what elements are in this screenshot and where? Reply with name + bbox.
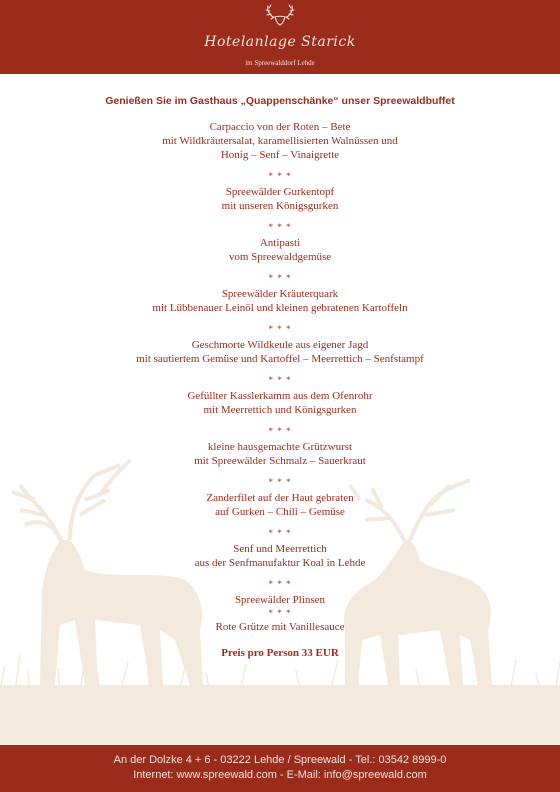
course-line: Spreewälder Kräuterquark xyxy=(221,288,339,300)
menu-course xyxy=(0,185,560,213)
course-line: mit sautiertem Gemüse und Kartoffel – Meerrettich – Senfstampf xyxy=(136,353,424,365)
menu-heading: Genießen Sie im Gasthaus „Quappenschänke“ unser Spreewaldbuffet xyxy=(105,95,455,107)
course-line: Spreewälder Gurkentopf xyxy=(225,186,335,198)
course-line: Spreewälder Plinsen xyxy=(234,594,326,606)
brand-name: Hotelanlage Starick xyxy=(204,34,356,50)
course-line: Rote Grütze mit Vanillesauce xyxy=(215,621,345,633)
course-line: Zanderfilet auf der Haut gebraten xyxy=(206,492,354,504)
footer-contact: Internet: www.spreewald.com - E-Mail: info@spreewald.com xyxy=(133,769,427,781)
course-line: mit Meerrettich und Königsgurken xyxy=(203,404,357,416)
footer-bar xyxy=(0,745,560,792)
course-line: kleine hausgemachte Grützwurst xyxy=(207,441,353,453)
price-per-person: Preis pro Person 33 EUR xyxy=(221,647,339,659)
course-separator: * * * xyxy=(268,324,292,334)
course-line: mit Wildkräutersalat, karamellisierten Walnüssen und xyxy=(162,135,398,147)
course-separator: * * * xyxy=(268,608,292,618)
course-line: Carpaccio von der Roten – Bete xyxy=(209,121,351,133)
course-line: auf Gurken – Chili – Gemüse xyxy=(215,506,345,518)
course-separator: * * * xyxy=(268,171,292,181)
menu-course xyxy=(0,491,560,519)
course-line: Gefüllter Kasslerkamm aus dem Ofenrohr xyxy=(187,390,373,402)
menu-course xyxy=(0,620,560,634)
course-separator: * * * xyxy=(268,528,292,538)
course-separator: * * * xyxy=(268,579,292,589)
menu-content xyxy=(0,95,560,659)
course-line: mit unseren Königsgurken xyxy=(221,200,339,212)
menu-course xyxy=(0,338,560,366)
course-line: mit Spreewälder Schmalz – Sauerkraut xyxy=(194,455,366,467)
course-separator: * * * xyxy=(268,222,292,232)
footer-address: An der Dolzke 4 + 6 - 03222 Lehde / Spreewald - Tel.: 03542 8999-0 xyxy=(113,754,447,766)
menu-course xyxy=(0,287,560,315)
course-line: vom Spreewaldgemüse xyxy=(228,251,332,263)
course-line: Honig – Senf – Vinaigrette xyxy=(220,149,340,161)
menu-course xyxy=(0,120,560,162)
header-bar xyxy=(0,0,560,74)
course-line: Geschmorte Wildkeule aus eigener Jagd xyxy=(191,339,369,351)
deer-head-logo-icon xyxy=(262,4,298,26)
course-line: Antipasti xyxy=(259,237,301,249)
course-separator: * * * xyxy=(268,426,292,436)
brand-subtitle: im Spreewalddorf Lehde xyxy=(245,59,315,67)
course-line: mit Lübbenauer Leinöl und kleinen gebratenen Kartoffeln xyxy=(152,302,408,314)
menu-course xyxy=(0,440,560,468)
course-line: aus der Senfmanufaktur Koal in Lehde xyxy=(194,557,366,569)
course-separator: * * * xyxy=(268,273,292,283)
course-line: Senf und Meerrettich xyxy=(233,543,327,555)
menu-course xyxy=(0,542,560,570)
menu-course xyxy=(0,593,560,607)
menu-course xyxy=(0,389,560,417)
course-separator: * * * xyxy=(268,375,292,385)
course-separator: * * * xyxy=(268,477,292,487)
menu-course xyxy=(0,236,560,264)
